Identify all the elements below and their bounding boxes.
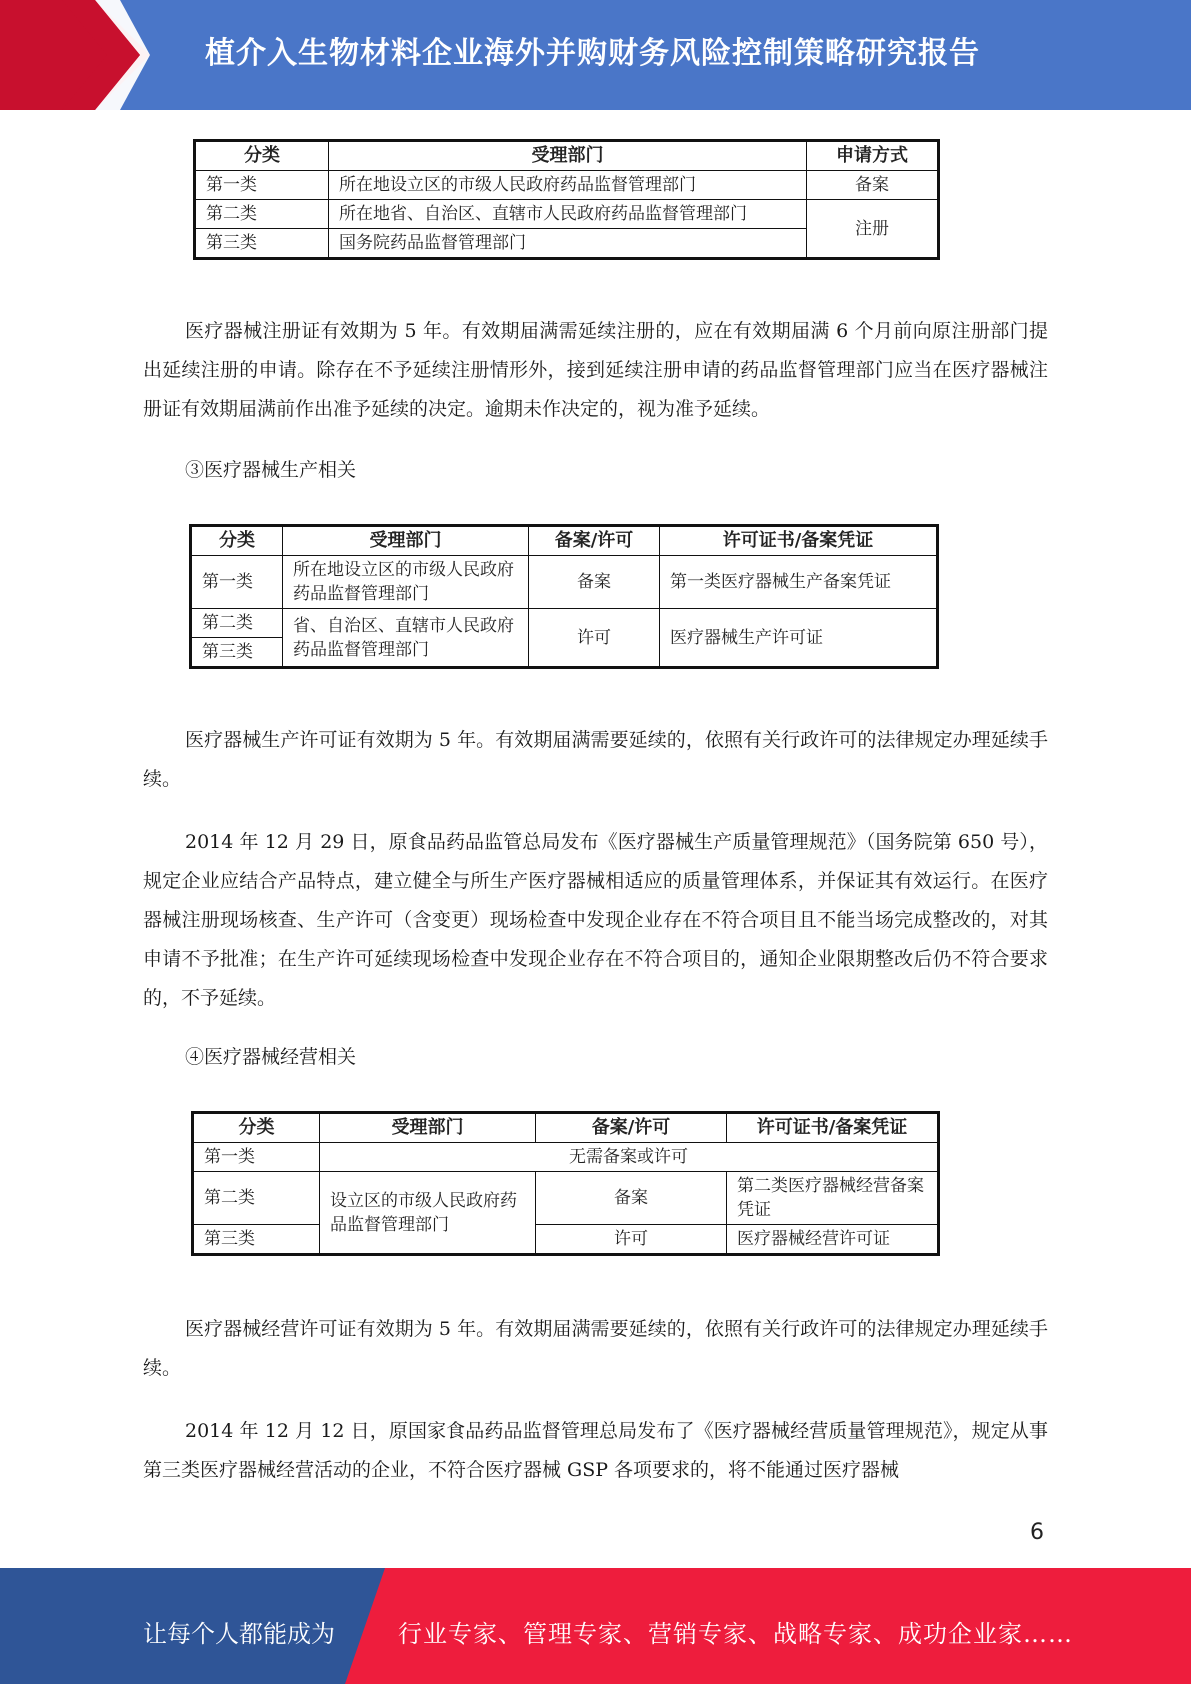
table-cell: 第一类 [193,1143,320,1172]
table-cell: 第二类 [193,1172,320,1225]
paragraph-registration-validity: 医疗器械注册证有效期为 5 年。有效期届满需延续注册的，应在有效期届满 6 个月前向原注册部门提出延续注册的申请。除存在不予延续注册情形外，接到延续注册申请的药品监督管理部门应当在医疗器械注册证有效期届满前作出准予延续的决定。逾期未作决定的，视为准予延续。 [143,320,1048,420]
header-cell: 申请方式 [807,141,939,171]
table-row [191,556,938,609]
table-row [193,1172,939,1225]
table-cell: 许可 [536,1225,727,1255]
production-table [189,524,939,669]
table-cell: 许可 [529,609,660,668]
header-cell: 许可证书/备案凭证 [727,1113,939,1143]
paragraph-production-validity: 医疗器械生产许可证有效期为 5 年。有效期届满需要延续的，依照有关行政许可的法律规定办理延续手续。 [143,729,1048,790]
table-cell: 第二类 [191,609,283,638]
table-cell: 备案 [536,1172,727,1225]
table-cell: 第一类 [191,556,283,609]
table-cell: 第一类 [195,171,329,200]
table-cell: 所在地设立区的市级人民政府药品监督管理部门 [283,556,529,609]
table-row [193,1225,939,1255]
table-cell: 所在地设立区的市级人民政府药品监督管理部门 [329,171,807,200]
header-cell: 受理部门 [283,526,529,556]
table-cell: 第三类 [193,1225,320,1255]
table-cell: 备案 [529,556,660,609]
table-cell: 省、自治区、直辖市人民政府药品监督管理部门 [283,609,529,668]
page-footer [0,1568,1191,1684]
table-cell: 设立区的市级人民政府药品监督管理部门 [320,1172,536,1255]
page-number: 6 [1030,1520,1044,1545]
operation-table [191,1111,940,1256]
document-title: 植介入生物材料企业海外并购财务风险控制策略研究报告 [205,36,980,71]
table-row [191,609,938,638]
header-cell: 受理部门 [329,141,807,171]
table-cell: 第二类医疗器械经营备案凭证 [727,1172,939,1225]
header-cell: 分类 [195,141,329,171]
registration-table [193,139,940,260]
table-header-row [191,526,938,556]
header-cell: 分类 [191,526,283,556]
section-heading-operation: ④医疗器械经营相关 [185,1046,357,1068]
table-cell: 无需备案或许可 [320,1143,939,1172]
footer-slogan-left: 让每个人都能成为 [143,1620,335,1648]
table-cell: 第一类医疗器械生产备案凭证 [660,556,938,609]
paragraph-operation-regulation: 2014 年 12 月 12 日，原国家食品药品监督管理总局发布了《医疗器械经营质量管理规范》，规定从事第三类医疗器械经营活动的企业，不符合医疗器械 GSP 各项要求的，将不能通过医疗器械 [143,1420,1048,1481]
page-header [0,0,1191,110]
table-cell: 第三类 [195,229,329,259]
header-cell: 分类 [193,1113,320,1143]
table-cell: 第二类 [195,200,329,229]
header-cell: 许可证书/备案凭证 [660,526,938,556]
header-cell: 备案/许可 [529,526,660,556]
header-cell: 受理部门 [320,1113,536,1143]
table-cell: 备案 [807,171,939,200]
table-row [195,171,939,200]
table-cell: 国务院药品监督管理部门 [329,229,807,259]
table-row [193,1143,939,1172]
table-cell: 医疗器械生产许可证 [660,609,938,668]
table-row [195,200,939,229]
table-cell: 医疗器械经营许可证 [727,1225,939,1255]
table-cell: 所在地省、自治区、直辖市人民政府药品监督管理部门 [329,200,807,229]
footer-slogan-right: 行业专家、管理专家、营销专家、战略专家、成功企业家…… [398,1620,1073,1648]
section-heading-production: ③医疗器械生产相关 [185,459,357,481]
table-header-row [193,1113,939,1143]
header-cell: 备案/许可 [536,1113,727,1143]
table-cell: 注册 [807,200,939,259]
table-header-row [195,141,939,171]
paragraph-production-regulation: 2014 年 12 月 29 日，原食品药品监管总局发布《医疗器械生产质量管理规范》（国务院第 650 号），规定企业应结合产品特点，建立健全与所生产医疗器械相适应的质量管理体系，并保证其有效运行。在医疗器械注册现场核查、生产许可（含变更）现场检查中发现企业存在不符合项目且不能当场完成整改的，对其申请不予批准；在生产许可延续现场检查中发现企业存在不符合项目的，通知企业限期整改后仍不符合要求的，不予延续。 [143,831,1048,1009]
paragraph-operation-validity: 医疗器械经营许可证有效期为 5 年。有效期届满需要延续的，依照有关行政许可的法律规定办理延续手续。 [143,1318,1048,1379]
table-cell: 第三类 [191,638,283,668]
